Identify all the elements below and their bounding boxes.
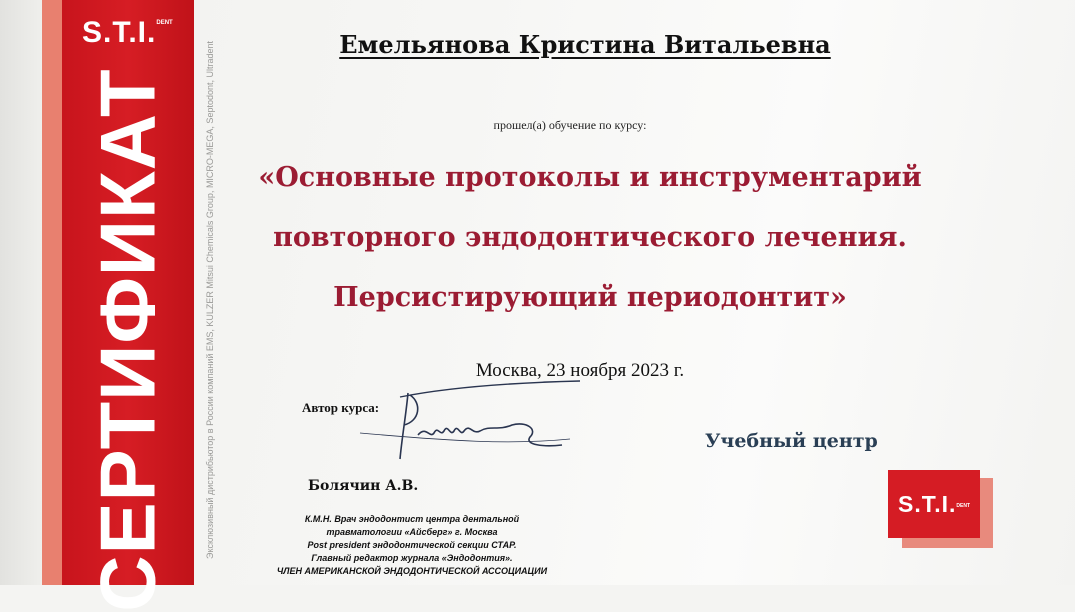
page-edge — [0, 0, 42, 585]
course-title-line: Персистирующий периодонтит» — [333, 282, 847, 313]
side-stripe-light — [42, 0, 62, 585]
logo-text: S.T.I. — [82, 16, 157, 49]
author-label: Автор курса: — [302, 400, 380, 415]
recipient-name: Емельянова Кристина Витальевна — [339, 30, 831, 59]
credential-line: травматологии «Айсберг» г. Москва — [326, 527, 498, 537]
course-title-line: «Основные протоколы и инструментарий — [258, 162, 922, 193]
signer-name: Болячин А.В. — [308, 478, 419, 494]
credential-line: К.М.Н. Врач эндодонтист центра дентальной — [304, 514, 520, 524]
place-date: Москва, 23 ноября 2023 г. — [475, 360, 685, 381]
course-title — [200, 148, 980, 328]
passed-course-text: прошел(а) обучение по курсу: — [493, 118, 647, 132]
training-center-label: Учебный центр — [705, 430, 878, 452]
certificate-title: СЕРТИФИКАТ — [83, 68, 172, 612]
credential-line: Post president эндодонтической секции СТАР. — [307, 540, 517, 550]
credential-line: ЧЛЕН АМЕРИКАНСКОЙ ЭНДОДОНТИЧЕСКОЙ АССОЦИАЦИИ — [276, 566, 548, 576]
sti-dent-logo-bottom — [888, 470, 980, 538]
distributor-note: Эксклюзивный дистрибьютор в России компаний EMS, KULZER Mitsui Chemicals Group, MICRO-MEGA, Septodont, Ultradent — [205, 41, 215, 559]
signer-credentials — [262, 513, 562, 578]
logo-text: S.T.I. — [897, 490, 957, 517]
handwritten-signature — [330, 375, 600, 480]
sti-dent-logo — [82, 16, 173, 50]
logo-sub: DENT — [956, 503, 971, 509]
logo-sub: DENT — [156, 20, 173, 26]
course-title-line: повторного эндодонтического лечения. — [273, 222, 907, 253]
credential-line: Главный редактор журнала «Эндодонтия». — [311, 553, 513, 563]
